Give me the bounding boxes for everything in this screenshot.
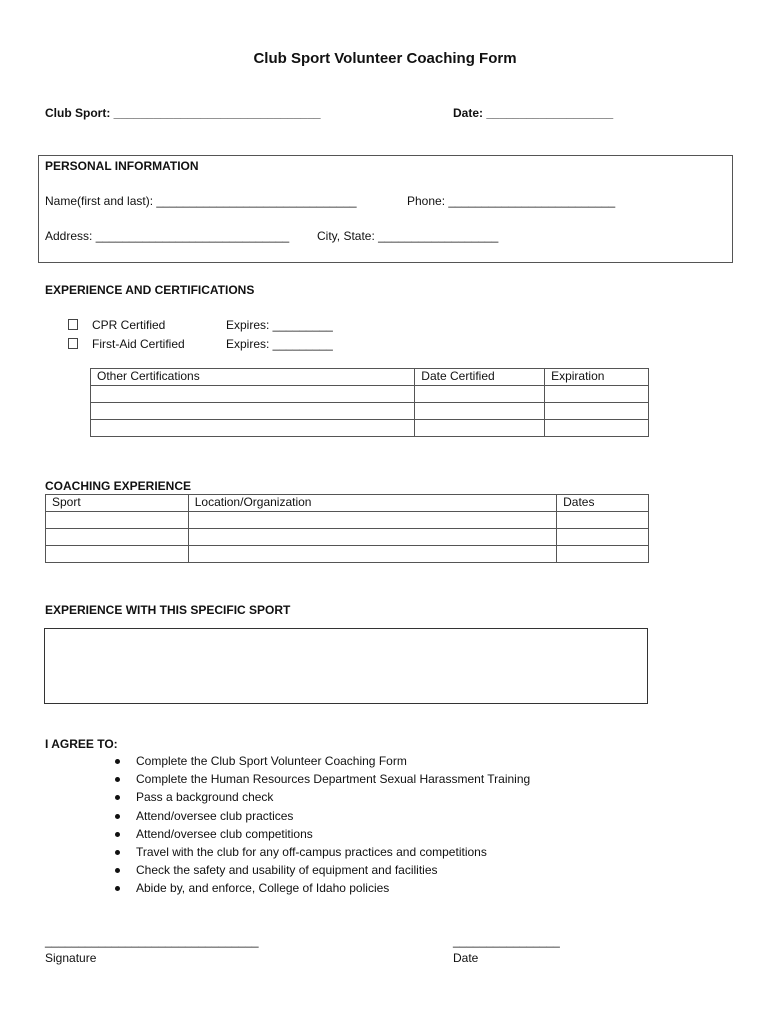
table-cell[interactable] [91, 420, 415, 437]
list-item: Abide by, and enforce, College of Idaho policies [115, 879, 530, 897]
table-cell[interactable] [557, 512, 649, 529]
personal-info-heading: PERSONAL INFORMATION [45, 159, 199, 173]
table-cell[interactable] [188, 512, 556, 529]
list-item: Attend/oversee club practices [115, 807, 530, 825]
table-header-row [91, 369, 649, 386]
col-header-date-certified: Date Certified [415, 369, 545, 386]
table-row [46, 512, 649, 529]
coaching-heading: COACHING EXPERIENCE [45, 479, 192, 493]
table-cell[interactable] [188, 546, 556, 563]
col-header-expiration: Expiration [545, 369, 649, 386]
col-header-other-certifications: Other Certifications [91, 369, 415, 386]
cpr-expires-field[interactable]: Expires: _________ [226, 318, 333, 332]
agree-list [115, 752, 530, 898]
agree-heading: I AGREE TO: [45, 737, 118, 751]
table-cell[interactable] [46, 529, 189, 546]
table-cell[interactable] [557, 529, 649, 546]
experience-cert-heading: EXPERIENCE AND CERTIFICATIONS [45, 283, 255, 297]
list-item: Complete the Human Resources Department Sexual Harassment Training [115, 770, 530, 788]
table-cell[interactable] [415, 420, 545, 437]
table-cell[interactable] [188, 529, 556, 546]
city-state-field[interactable]: City, State: __________________ [317, 229, 499, 243]
col-header-sport: Sport [46, 495, 189, 512]
table-cell[interactable] [545, 420, 649, 437]
coaching-table [45, 494, 649, 563]
table-row [91, 386, 649, 403]
table-cell[interactable] [415, 386, 545, 403]
table-cell[interactable] [46, 512, 189, 529]
cpr-label: CPR Certified [92, 318, 166, 332]
table-cell[interactable] [46, 546, 189, 563]
table-row [91, 420, 649, 437]
first-aid-checkbox[interactable] [68, 338, 78, 349]
col-header-dates: Dates [557, 495, 649, 512]
form-title: Club Sport Volunteer Coaching Form [253, 50, 517, 67]
col-header-location: Location/Organization [188, 495, 556, 512]
cpr-row [68, 318, 165, 332]
first-aid-label: First-Aid Certified [92, 337, 185, 351]
table-cell[interactable] [545, 403, 649, 420]
name-field[interactable]: Name(first and last): ______________________________ [45, 194, 357, 208]
signature-date-line[interactable]: ________________ [453, 934, 560, 948]
specific-sport-heading: EXPERIENCE WITH THIS SPECIFIC SPORT [45, 603, 291, 617]
cpr-checkbox[interactable] [68, 319, 78, 330]
first-aid-expires-field[interactable]: Expires: _________ [226, 337, 333, 351]
first-aid-row [68, 337, 185, 351]
list-item: Check the safety and usability of equipment and facilities [115, 861, 530, 879]
table-row [46, 529, 649, 546]
certifications-table [90, 368, 649, 437]
table-cell[interactable] [415, 403, 545, 420]
table-row [91, 403, 649, 420]
table-cell[interactable] [545, 386, 649, 403]
specific-sport-textbox[interactable] [44, 628, 648, 704]
phone-field[interactable]: Phone: _________________________ [407, 194, 616, 208]
signature-line[interactable]: ________________________________ [45, 934, 259, 948]
table-header-row [46, 495, 649, 512]
signature-date-label: Date [453, 951, 479, 965]
header-date-field[interactable]: Date: ___________________ [453, 106, 614, 120]
address-field[interactable]: Address: _____________________________ [45, 229, 290, 243]
table-cell[interactable] [91, 403, 415, 420]
table-row [46, 546, 649, 563]
list-item: Attend/oversee club competitions [115, 825, 530, 843]
table-cell[interactable] [557, 546, 649, 563]
list-item: Pass a background check [115, 788, 530, 806]
table-cell[interactable] [91, 386, 415, 403]
signature-label: Signature [45, 951, 97, 965]
club-sport-field[interactable]: Club Sport: _______________________________ [45, 106, 321, 120]
list-item: Complete the Club Sport Volunteer Coaching Form [115, 752, 530, 770]
list-item: Travel with the club for any off-campus practices and competitions [115, 843, 530, 861]
